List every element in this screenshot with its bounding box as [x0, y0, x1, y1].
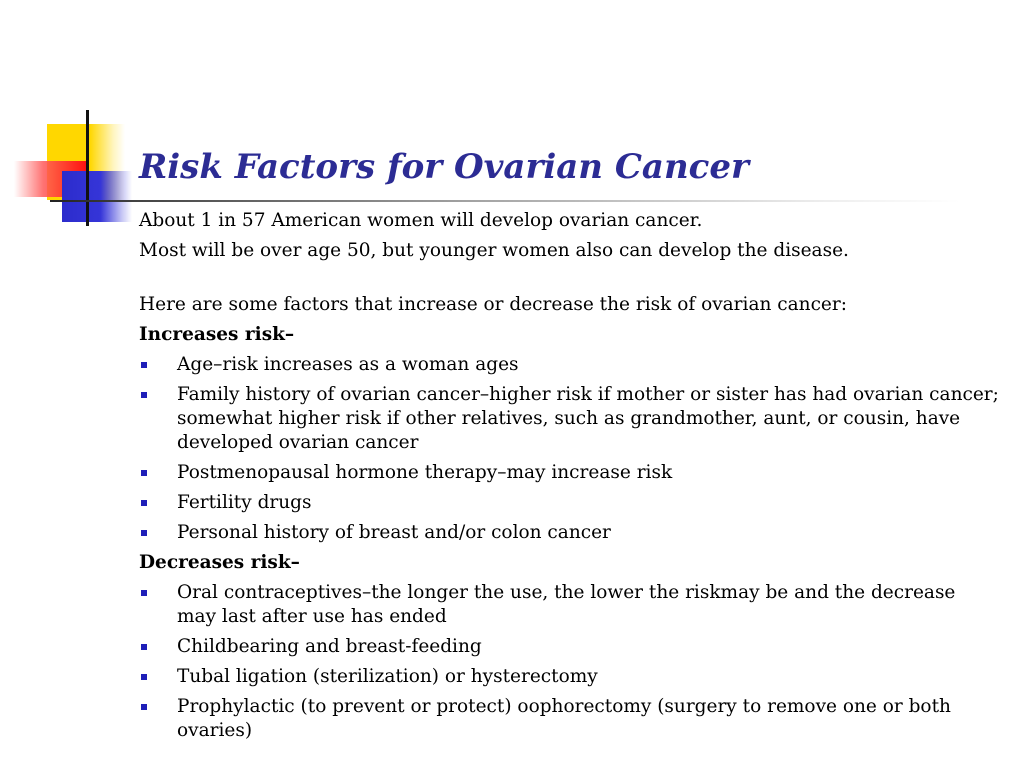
square-bullet-icon — [141, 674, 147, 680]
increases-heading: Increases risk– — [139, 324, 295, 345]
square-bullet-icon — [141, 644, 147, 650]
list-item-text: Fertility drugs — [177, 492, 312, 513]
list-item-text: Childbearing and breast-feeding — [177, 636, 482, 657]
increases-list — [139, 353, 999, 545]
list-item-text: Tubal ligation (sterilization) or hysterectomy — [177, 666, 598, 687]
list-item — [139, 635, 999, 659]
list-item-text: Postmenopausal hormone therapy–may increase risk — [177, 462, 673, 483]
square-bullet-icon — [141, 704, 147, 710]
square-bullet-icon — [141, 530, 147, 536]
list-item — [139, 383, 999, 455]
lead-text: Here are some factors that increase or decrease the risk of ovarian cancer: — [139, 294, 847, 315]
title-underline — [50, 200, 960, 202]
list-item — [139, 695, 999, 743]
list-item — [139, 461, 999, 485]
square-bullet-icon — [141, 500, 147, 506]
square-bullet-icon — [141, 392, 147, 398]
list-item — [139, 581, 999, 629]
decreases-list — [139, 581, 999, 743]
intro-line: Most will be over age 50, but younger women also can develop the disease. — [139, 240, 849, 261]
list-item-text: Prophylactic (to prevent or protect) oophorectomy (surgery to remove one or both ovaries) — [177, 696, 951, 741]
list-item — [139, 353, 999, 377]
slide-content — [139, 209, 999, 749]
list-item-text: Oral contraceptives–the longer the use, the lower the riskmay be and the decrease may last after use has ended — [177, 582, 956, 627]
list-item-text: Personal history of breast and/or colon cancer — [177, 522, 611, 543]
list-item-text: Family history of ovarian cancer–higher risk if mother or sister has had ovarian cancer; somewhat higher risk if other relatives, such as grandmother, aunt, or cousin, have developed ovarian cancer — [177, 384, 999, 453]
square-bullet-icon — [141, 590, 147, 596]
list-item — [139, 521, 999, 545]
slide-title: Risk Factors for Ovarian Cancer — [139, 147, 749, 187]
decor-blue-square — [62, 171, 132, 222]
square-bullet-icon — [141, 470, 147, 476]
list-item — [139, 665, 999, 689]
intro-line: About 1 in 57 American women will develop ovarian cancer. — [139, 210, 703, 231]
decreases-heading: Decreases risk– — [139, 552, 300, 573]
decor-vertical-line — [86, 110, 89, 226]
square-bullet-icon — [141, 362, 147, 368]
list-item-text: Age–risk increases as a woman ages — [177, 354, 519, 375]
list-item — [139, 491, 999, 515]
